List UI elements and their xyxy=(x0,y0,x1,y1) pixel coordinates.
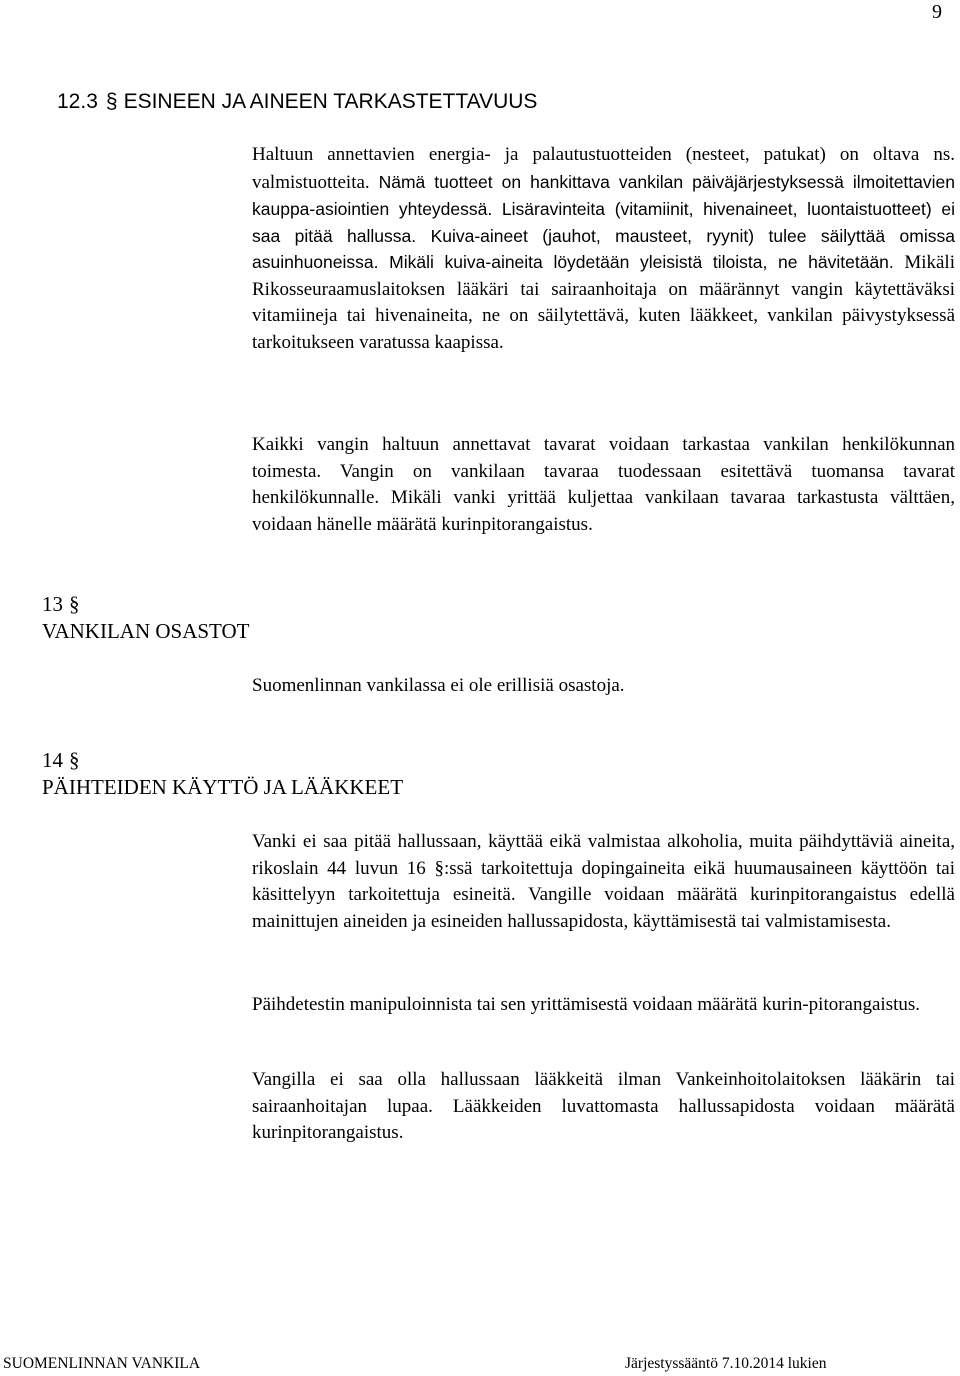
section-14-paragraph-1: Vanki ei saa pitää hallussaan, käyttää eikä valmistaa alkoholia, muita päihdyttäviä aineita, rikoslain 44 luvun 16 §:ssä tarkoitettuja dopingaineita eikä huumausaineen käyttöön tai käsittelyyn tarkoitettuja esineitä. Vangille voidaan määrätä kurinpitorangaistus edellä mainittujen aineiden ja esineiden hallussapidosta, käyttämisestä tai valmistamisesta. xyxy=(252,831,955,932)
footer-left: SUOMENLINNAN VANKILA xyxy=(3,1355,201,1372)
paragraph-text-sans: Nämä tuotteet on hankittava vankilan päiväjärjestyksessä ilmoitettavien kauppa-asiointien yhteydessä. Lisäravinteita (vitamiinit, hivenaineet, luontaistuotteet) ei saa pitää hallussa. Kuiva-aineet (jauhot, mausteet, ryynit) tulee säilyttää omissa asuinhuoneissa. Mikäli kuiva-aineita löydetään yleisistä tiloista, ne hävitetään. xyxy=(252,171,955,272)
section-14-heading xyxy=(42,747,403,801)
section-12-3-paragraph-2: Kaikki vangin haltuun annettavat tavarat voidaan tarkastaa vankilan henkilökunnan toimesta. Vangin on vankilaan tavaraa tuodessaan esitettävä tuomansa tavarat henkilökunnalle. Mikäli vanki yrittää kuljettaa vankilaan tavaraa tarkastusta välttäen, voidaan hänelle määrätä kurinpitorangaistus. xyxy=(252,434,955,535)
section-number: 14 xyxy=(42,748,63,772)
section-symbol: § xyxy=(105,90,118,113)
section-title: ESINEEN JA AINEEN TARKASTETTAVUUS xyxy=(123,90,538,113)
section-12-3-paragraph-1 xyxy=(252,142,955,356)
section-title: PÄIHTEIDEN KÄYTTÖ JA LÄÄKKEET xyxy=(42,775,404,799)
section-13-paragraph-1: Suomenlinnan vankilassa ei ole erillisiä osastoja. xyxy=(252,675,625,696)
section-12-3-heading xyxy=(57,89,537,115)
section-number: 12.3 xyxy=(57,90,98,113)
section-14-paragraph-3: Vangilla ei saa olla hallussaan lääkkeitä ilman Vankeinhoitolaitoksen lääkärin tai sairaanhoitajan lupaa. Lääkkeiden luvattomasta hallussapidosta voidaan määrätä kurinpitorangaistus. xyxy=(252,1069,955,1143)
footer-right: Järjestyssääntö 7.10.2014 lukien xyxy=(625,1355,827,1372)
section-symbol: § xyxy=(69,592,80,616)
page-number: 9 xyxy=(932,1,942,23)
section-symbol: § xyxy=(69,748,80,772)
section-14-paragraph-2: Päihdetestin manipuloinnista tai sen yrittämisestä voidaan määrätä kurin-pitorangaistus. xyxy=(252,994,921,1015)
section-title: VANKILAN OSASTOT xyxy=(42,619,250,643)
section-13-heading xyxy=(42,591,250,645)
section-number: 13 xyxy=(42,592,63,616)
paragraph-text-serif: Mikäli Rikosseuraamuslaitoksen lääkäri tai sairaanhoitaja on määrännyt vangin käytettäväksi vitamiineja tai hivenaineita, ne on säilytettävä, kuten lääkkeet, vankilan päivystyksessä tarkoitukseen varatussa kaapissa. xyxy=(252,252,955,353)
paragraph-text-serif: Haltuun annettavien energia- ja palautustuotteiden (nesteet, patukat) on oltava ns. valmistuotteita. xyxy=(252,144,955,193)
